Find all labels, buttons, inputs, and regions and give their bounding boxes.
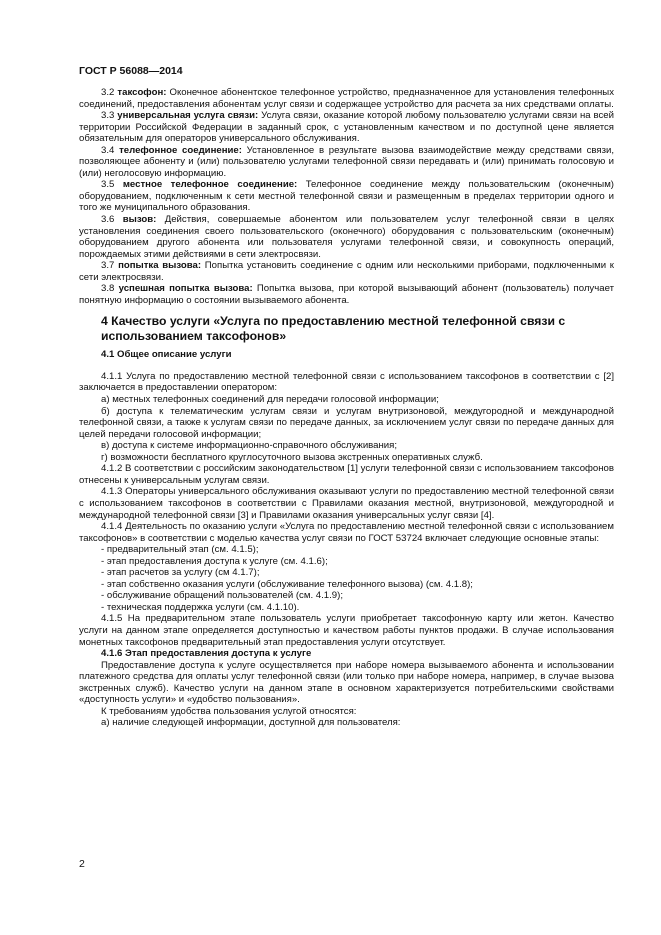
term-name: успешная попытка вызова:: [118, 283, 253, 295]
list-item: - этап расчетов за услугу (см 4.1.7);: [101, 567, 260, 579]
term-name: вызов:: [122, 214, 157, 226]
list-item: г) возможности бесплатного круглосуточного вызова экстренных оперативных служб.: [101, 451, 483, 463]
standard-header: ГОСТ Р 56088—2014: [79, 65, 183, 77]
clause-4-1-6-requirements: К требованиям удобства пользования услугой относятся:: [101, 705, 357, 717]
term-3-4: [79, 145, 614, 180]
list-item: а) местных телефонных соединений для передачи голосовой информации;: [101, 394, 439, 406]
term-definition: Телефонное соединение между пользовательским (оконечным) оборудованием, подключенным к сети местной телефонной связи и размещенным в пределах территории одного и того же муниципального образования.: [79, 179, 614, 214]
term-definition: Услуга связи, оказание которой любому пользователю услугами связи на всей территории Российской Федерации в заданный срок, с установленным качеством и по доступной цене является обязательным для операторов универсального обслуживания.: [79, 110, 615, 145]
term-number: 3.2: [101, 87, 115, 98]
term-name: таксофон:: [117, 87, 167, 98]
list-item: в) доступа к системе информационно-справочного обслуживания;: [101, 440, 398, 452]
clause-4-1-1: 4.1.1 Услуга по предоставлению местной телефонной связи с использованием таксофонов в соответствии с [2] заключается в предоставлении оператором:: [79, 370, 614, 394]
term-definition: Действия, совершаемые абонентом или пользователем услуг телефонной связи в целях установления соединения своего пользовательского (оконечного) оборудования с пользовательским (оконечным) оборудованием другого абонента или пользователя услугами телефонной связи, и совокупность операций, порождаемых этими действиями в сети электросвязи.: [79, 214, 615, 260]
term-name: попытка вызова:: [118, 260, 202, 272]
clause-4-1-3: 4.1.3 Операторы универсального обслуживания оказывают услуги по предоставлению местной телефонной связи с использованием таксофонов в соответствии с Правилами оказания местной, внутризоновой, междугородной и международной телефонной связи [3] и Правилами оказания универсальных услуг связи [4].: [79, 486, 614, 521]
list-item: - обслуживание обращений пользователей (см. 4.1.9);: [101, 590, 343, 602]
list-item: - техническая поддержка услуги (см. 4.1.10).: [101, 601, 300, 613]
list-item: - этап предоставления доступа к услуге (см. 4.1.6);: [101, 555, 328, 567]
clause-4-1-4: 4.1.4 Деятельность по оказанию услуги «Услуга по предоставлению местной телефонной связи с использованием таксофонов» в соответствии с моделью качества услуг связи по ГОСТ 53724 включает следующие основные этапы:: [79, 521, 614, 544]
term-definition: Попытка установить соединение с одним или несколькими приборами, подключенными к сети электросвязи.: [79, 260, 614, 283]
term-name: местное телефонное соединение:: [122, 179, 298, 191]
term-definition: Оконечное абонентское телефонное устройство, предназначенное для установления телефонных соединений, предоставления абонентам услуг связи и содержащее устройство для расчета за них средствами оплаты.: [79, 87, 614, 110]
clause-4-1-6-text: Предоставление доступа к услуге осуществляется при наборе номера вызываемого абонента и использовании платежного средства для оплаты услуг телефонной связи (или только при наборе номера, например, в случае вызова экстренных служб). Качество услуги на данном этапе в основном характеризуется потребительскими свойствами «доступность услуги» и «удобство пользования».: [79, 659, 614, 706]
term-name: телефонное соединение:: [119, 144, 242, 156]
term-3-2: [79, 87, 614, 110]
term-number: 3.8: [101, 283, 115, 295]
clause-4-1-6-heading: 4.1.6 Этап предоставления доступа к услуге: [101, 648, 312, 660]
term-3-5: [79, 179, 614, 214]
section-4-heading: 4 Качество услуги «Услуга по предоставлению местной телефонной связи с использованием таксофонов»: [101, 314, 566, 343]
list-item: - этап собственно оказания услуги (обслуживание телефонного вызова) (см. 4.1.8);: [101, 578, 473, 590]
clause-4-1-5: 4.1.5 На предварительном этапе пользователь услуги приобретает таксофонную карту или жетон. Качество услуги на данном этапе определяется доступностью и качеством работы пунктов продажи. В случае использования монетных таксофонов предварительный этап предоставления услуги отсутствует.: [79, 613, 614, 648]
term-number: 3.6: [101, 214, 115, 226]
term-definition: Установленное в результате вызова взаимодействие между средствами связи, позволяющее абоненту и (или) пользователю услугами телефонной связи передавать и (или) принимать голосовую и (или) неголосовую информацию.: [79, 144, 615, 179]
page-number: 2: [79, 858, 85, 870]
term-3-3: [79, 110, 614, 145]
list-item: - предварительный этап (см. 4.1.5);: [101, 544, 259, 556]
term-3-6: [79, 214, 614, 260]
list-item: б) доступа к телематическим услугам связи и услугам внутризоновой, междугородной и международной телефонной связи, а также к услугам связи по передаче данных, за исключением услуг связи по передаче данных для целей передачи голосовой информации;: [79, 405, 614, 440]
term-3-7: [79, 260, 614, 283]
term-number: 3.5: [101, 179, 115, 191]
term-number: 3.4: [101, 144, 115, 156]
term-name: универсальная услуга связи:: [117, 110, 259, 122]
term-number: 3.3: [101, 110, 115, 122]
section-4-1-heading: 4.1 Общее описание услуги: [101, 349, 232, 361]
term-number: 3.7: [101, 260, 115, 272]
document-body: [79, 87, 614, 729]
clause-4-1-2: 4.1.2 В соответствии с российским законодательством [1] услуги телефонной связи с использованием таксофонов отнесены к универсальным услугам связи.: [79, 463, 614, 486]
term-3-8: [79, 283, 614, 306]
list-item: а) наличие следующей информации, доступной для пользователя:: [101, 717, 401, 729]
term-definition: Попытка вызова, при которой вызывающий абонент (пользователь) получает понятную информацию о состоянии вызываемого абонента.: [79, 283, 614, 306]
